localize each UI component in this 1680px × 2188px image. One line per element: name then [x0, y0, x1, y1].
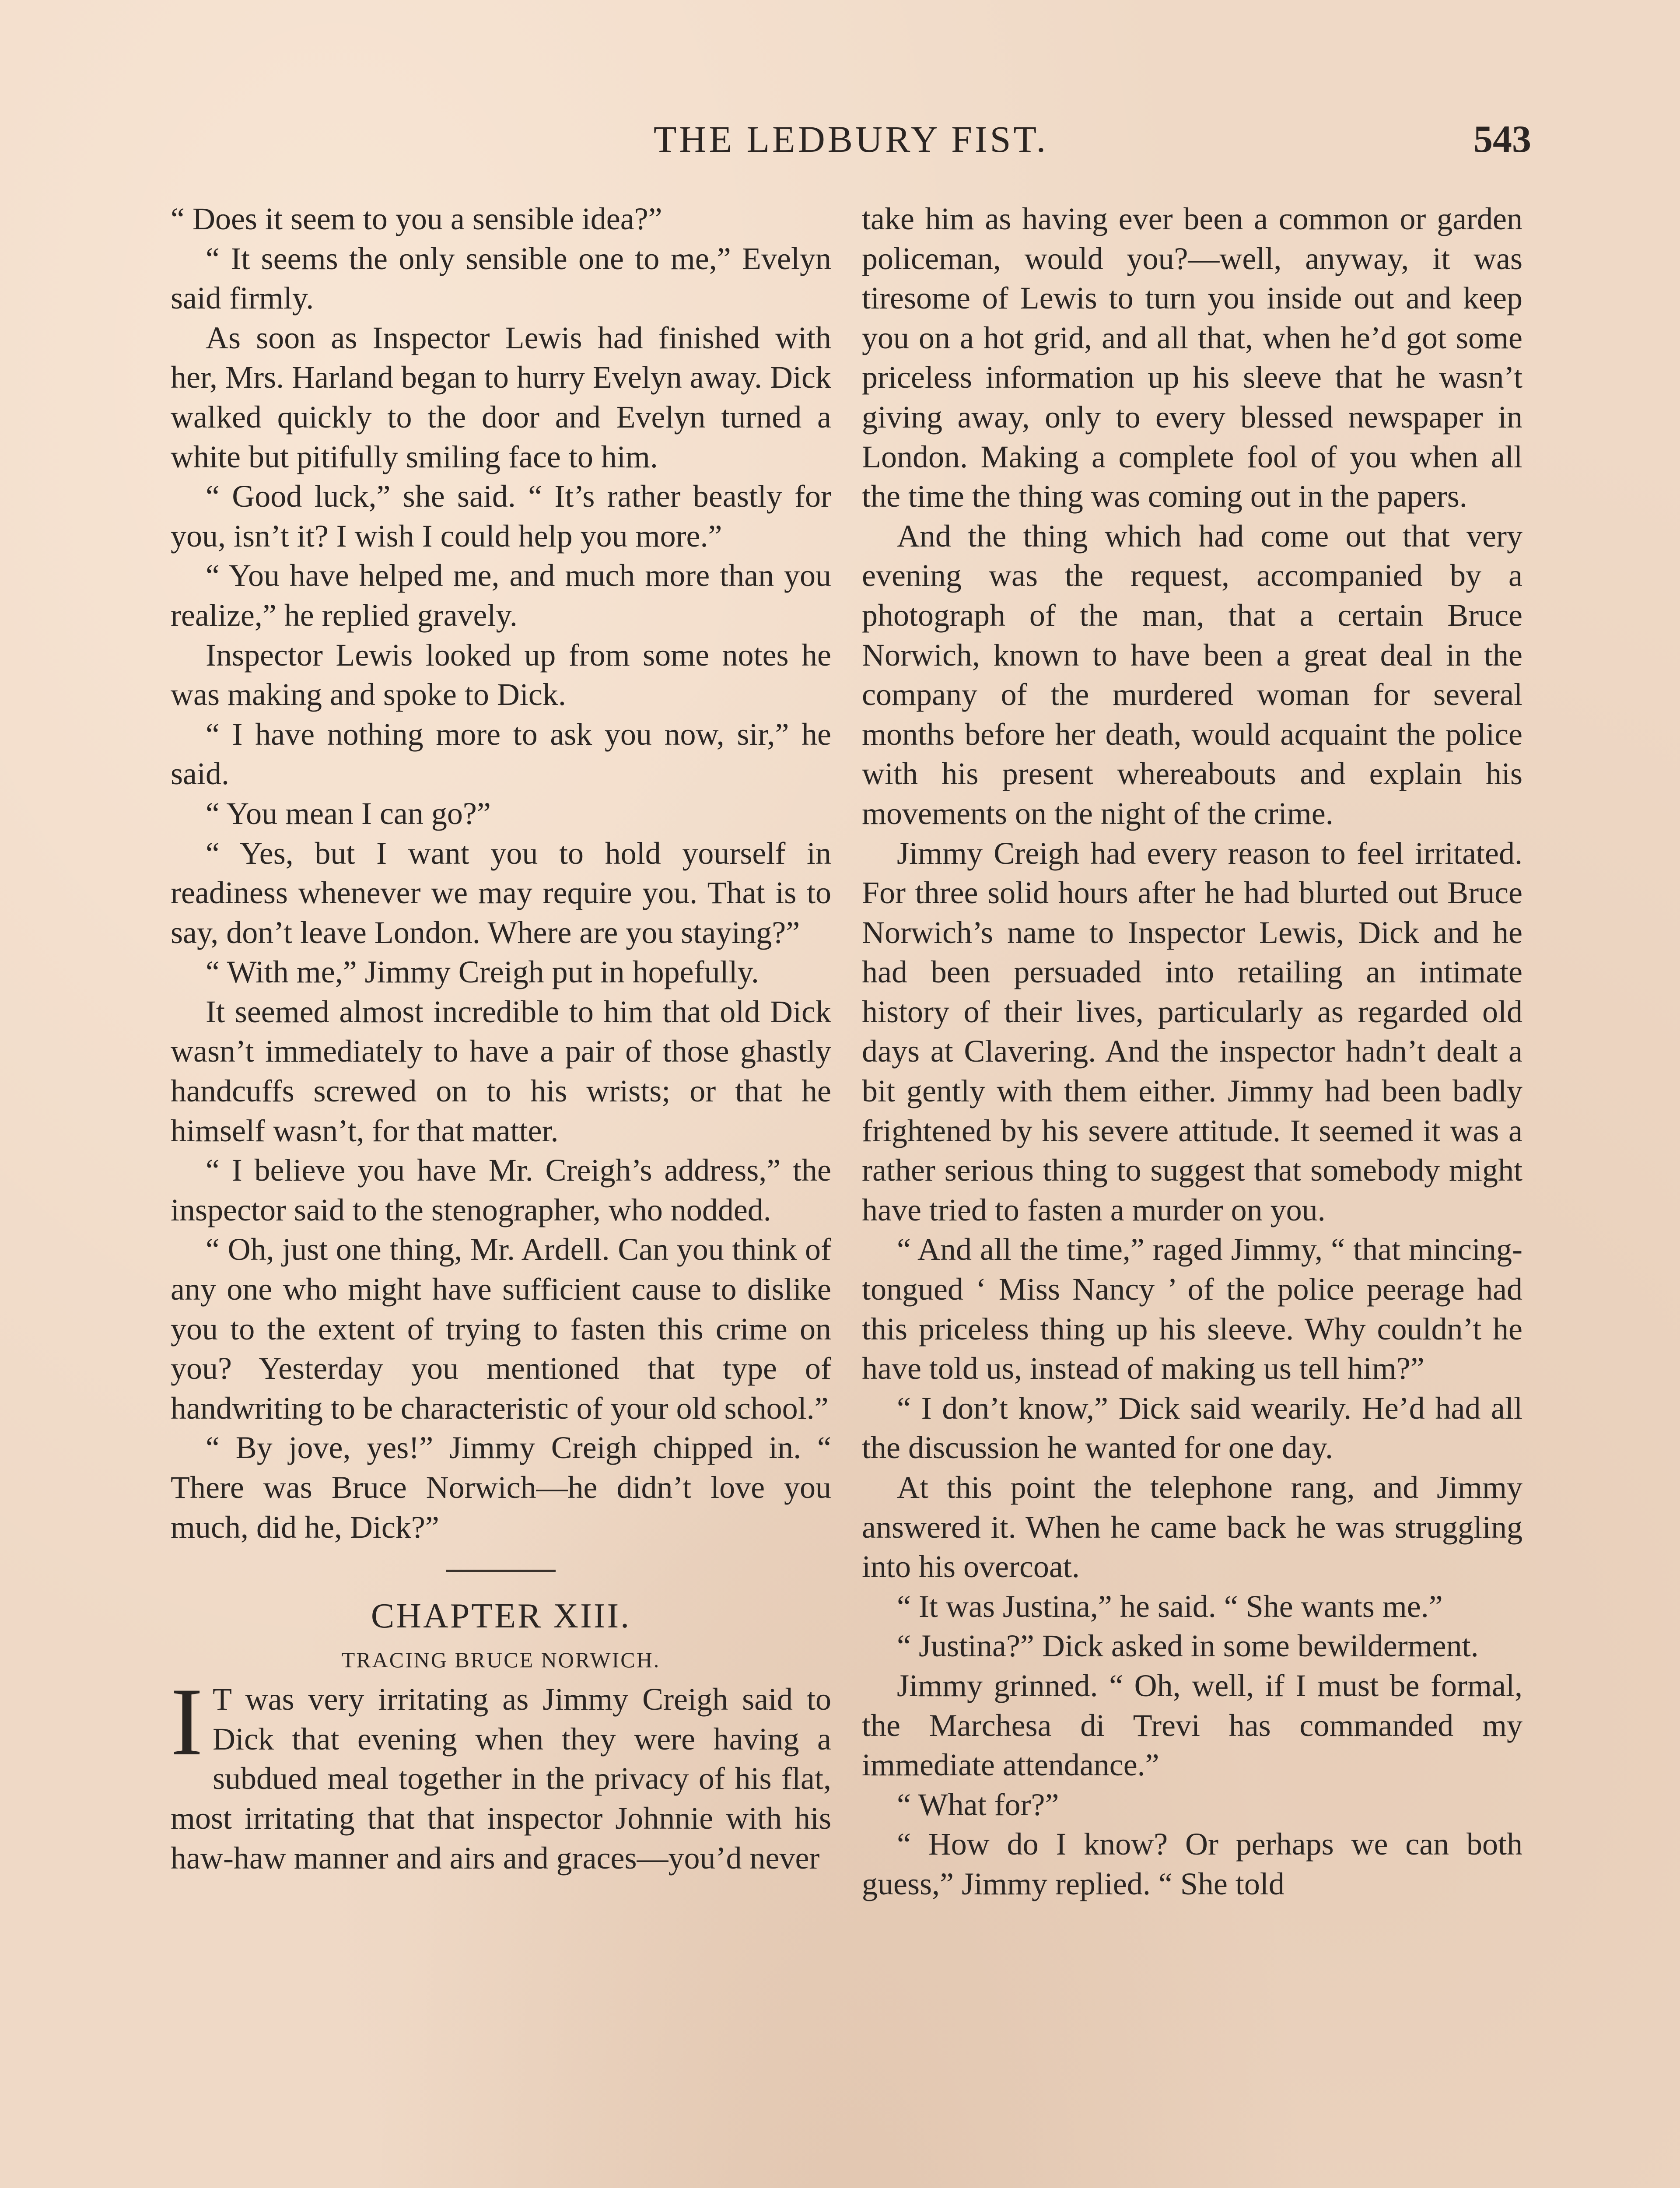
chapter-title: CHAPTER XIII. [371, 1597, 631, 1636]
paragraph: And the thing which had come out that very evening was the request, accompanied by a photograph of the man, that a certain Bruce Norwich, known to have been a great deal in the company of the murdered woman for several months before her death, would acquaint the police with his present whereabouts and explain his movements on the night of the crime. [862, 518, 1522, 831]
paragraph: “ By jove, yes!” Jimmy Creigh chipped in. “ There was Bruce Norwich—he didn’t love you much, did he, Dick?” [171, 1430, 831, 1545]
paragraph: As soon as Inspector Lewis had finished with her, Mrs. Harland began to hurry Evelyn away. Dick walked quickly to the door and Evelyn turned a white but pitifully smiling face to him. [171, 320, 831, 474]
paragraph: “ I believe you have Mr. Creigh’s address,” the inspector said to the stenographer, who nodded. [171, 1153, 831, 1227]
paragraph: “ It was Justina,” he said. “ She wants me.” [897, 1588, 1443, 1624]
paragraph: It seemed almost incredible to him that old Dick wasn’t immediately to have a pair of those ghastly handcuffs screwed on to his wrists; or that he himself wasn’t, for that matter. [171, 994, 831, 1148]
paragraph: “ Good luck,” she said. “ It’s rather beastly for you, isn’t it? I wish I could help you more.” [171, 479, 831, 554]
section-divider [446, 1570, 556, 1572]
paragraph: “ Oh, just one thing, Mr. Ardell. Can you think of any one who might have sufficient cause to dislike you to the extent of trying to fasten this crime on you? Yesterday you mentioned that type of handwriting to be characteristic of your old school.” [171, 1232, 831, 1426]
drop-cap: I [171, 1668, 203, 1776]
paragraph: take him as having ever been a common or garden policeman, would you?—well, anyway, it was tiresome of Lewis to turn you inside out and keep you on a hot grid, and all that, when he’d got some priceless information up his sleeve that he wasn’t giving away, only to every blessed newspaper in London. Making a complete fool of you when all the time the thing was coming out in the papers. [862, 201, 1522, 514]
paragraph: At this point the telephone rang, and Jimmy answered it. When he came back he was struggling into his overcoat. [862, 1470, 1522, 1585]
paragraph: “ What for?” [897, 1787, 1059, 1822]
paragraph: “ It seems the only sensible one to me,” Evelyn said firmly. [171, 241, 831, 316]
paragraph: “ You mean I can go?” [206, 796, 491, 831]
paragraph: “ Justina?” Dick asked in some bewilderment. [897, 1628, 1479, 1664]
chapter-subtitle: TRACING BRUCE NORWICH. [341, 1648, 661, 1673]
paragraph: “ Does it seem to you a sensible idea?” [171, 201, 662, 236]
chapter-opening-text: T was very irritating as Jimmy Creigh said to Dick that evening when they were having a subdued meal together in the privacy of his flat, most irritating that that inspector Johnnie with his haw-haw manner and airs and graces—you’d never [171, 1682, 831, 1876]
paragraph: “ With me,” Jimmy Creigh put in hopefully. [206, 954, 759, 990]
paragraph: “ You have helped me, and much more than you realize,” he replied gravely. [171, 558, 831, 633]
left-column [171, 199, 831, 1878]
paragraph: “ Yes, but I want you to hold yourself in readiness whenever we may require you. That is to say, don’t leave London. Where are you staying?” [171, 835, 831, 950]
right-column [862, 199, 1522, 1904]
paragraph: Jimmy Creigh had every reason to feel irritated. For three solid hours after he had blurted out Bruce Norwich’s name to Inspector Lewis, Dick and he had been persuaded into retailing an intimate history of their lives, particularly as regarded old days at Clavering. And the inspector hadn’t dealt a bit gently with them either. Jimmy had been badly frightened by his severe attitude. It seemed it was a rather serious thing to suggest that somebody might have tried to fasten a murder on you. [862, 835, 1522, 1227]
chapter-opening-paragraph [171, 1668, 831, 1878]
paragraph: “ And all the time,” raged Jimmy, “ that mincing-tongued ‘ Miss Nancy ’ of the police peerage had this priceless thing up his sleeve. Why couldn’t he have told us, instead of making us tell him?” [862, 1232, 1522, 1386]
paragraph: Inspector Lewis looked up from some notes he was making and spoke to Dick. [171, 637, 831, 712]
running-title: THE LEDBURY FIST. [653, 118, 1049, 160]
page-header [171, 117, 1531, 174]
paragraph: “ I don’t know,” Dick said wearily. He’d had all the discussion he wanted for one day. [862, 1390, 1522, 1466]
paragraph: “ I have nothing more to ask you now, sir,” he said. [171, 716, 831, 792]
paragraph: Jimmy grinned. “ Oh, well, if I must be formal, the Marchesa di Trevi has commanded my immediate attendance.” [862, 1668, 1522, 1783]
paragraph: “ How do I know? Or perhaps we can both guess,” Jimmy replied. “ She told [862, 1827, 1522, 1901]
page-number: 543 [1474, 118, 1531, 161]
